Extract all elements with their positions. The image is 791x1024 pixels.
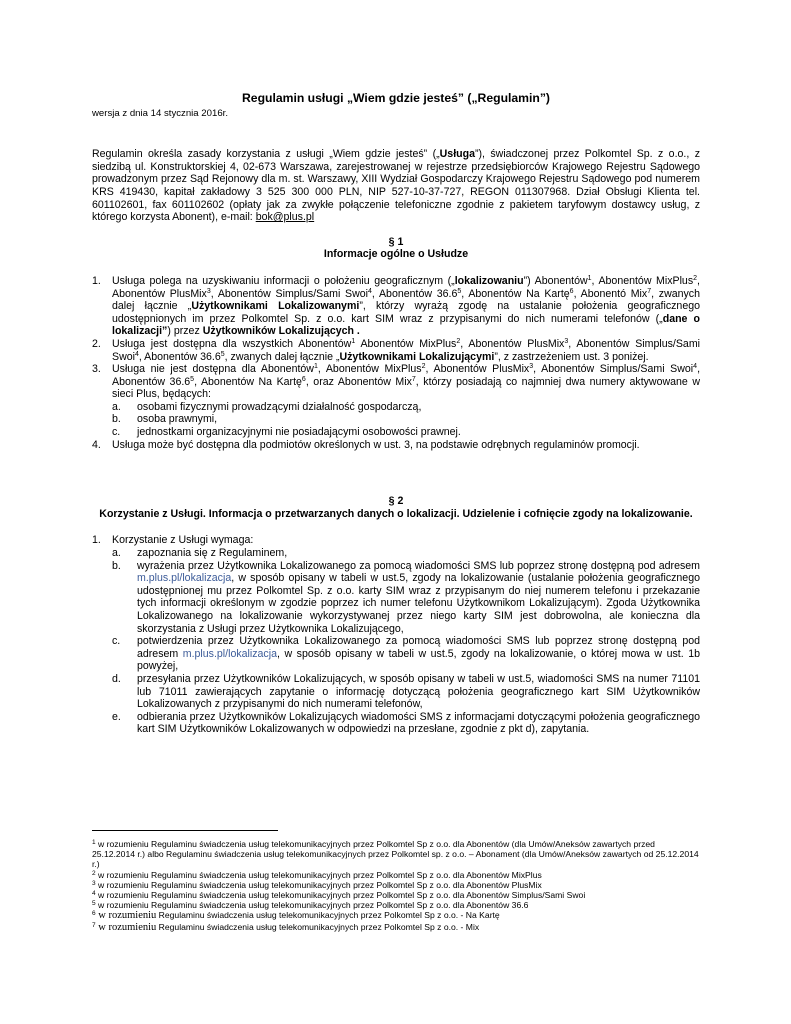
sub-list bbox=[112, 547, 700, 736]
list-item: 1. Usługa polega na uzyskiwaniu informacji o położeniu geograficznym („lokalizowaniu”) Abonentów$^1$, Abonentów MixPlus$^2$, Abonentów PlusMix$^3$, Abonentów Simplus/Sami Swoi$^4$, Abonentów 36.6$^5$, Abonentów Na Kartę$^6$, Abonentó Mix$^7$, zwanych dalej łącznie „Użytkownikami Lokalizowanymi”, którzy wyrażą zgodę na ustalanie położenia geograficznego udostępnionych im przez Polkomtel Sp. z o.o. kart SIM wraz z przypisanymi do nich numerami telefonów („dane o lokalizacji”) przez Użytkowników Lokalizujących . bbox=[92, 274, 700, 338]
document-title: Regulamin usługi „Wiem gdzie jesteś” („Regulamin”) bbox=[241, 91, 550, 105]
list-item: 2. Usługa jest dostępna dla wszystkich Abonentów$^1$ Abonentów MixPlus$^2$, Abonentów PlusMix$^3$, Abonentów Simplus/Sami Swoi$^4$, Abonentów 36.6$^5$, zwanych dalej łącznie „Użytkownikami Lokalizującymi”, z zastrzeżeniem ust. 3 poniżej. bbox=[92, 337, 701, 363]
section-2-title: Korzystanie z Usługi. Informacja o przetwarzanych danych o lokalizacji. Udzielenie i cofnięcie zgody na lokalizowanie. bbox=[99, 507, 693, 520]
section-1-title: Informacje ogólne o Usłudze bbox=[323, 248, 469, 261]
section-1-list bbox=[92, 275, 700, 451]
list-item: 4. Usługa może być dostępna dla podmiotów określonych w ust. 3, na podstawie odrębnych regulaminów promocji. bbox=[92, 438, 640, 451]
sub-list-item: d. przesyłania przez Użytkowników Lokalizujących, w sposób opisany w tabeli w ust.5, wiadomości SMS na numer 71101 lub 71011 zawierających zapytanie o informację dotyczącą położenia geograficznego kart SIM Użytkowników Lokalizowanych z przypisanymi do nich numerami telefonów, bbox=[112, 672, 700, 711]
footnote: $^5$ w rozumieniu Regulaminu świadczenia usług telekomunikacyjnych przez Polkomtel Sp z o.o. dla Abonentów 36.6 bbox=[92, 900, 529, 911]
section-1-heading: § 1 bbox=[388, 235, 404, 248]
footnote: $^7$ w rozumieniu Regulaminu świadczenia usług telekomunikacyjnych przez Polkomtel Sp z o.o. - Mix bbox=[92, 921, 480, 933]
lokalizacja-link[interactable]: m.plus.pl/lokalizacja bbox=[182, 647, 277, 660]
version-date: wersja z dnia 14 stycznia 2016r. bbox=[92, 107, 228, 119]
section-2-list bbox=[92, 534, 700, 736]
sub-list-item: e. odbierania przez Użytkowników Lokalizujących wiadomości SMS z informacjami dotyczącymi położenia geograficznego kart SIM Użytkowników Lokalizowanych w odpowiedzi na przesłane, zgodnie z pkt d), zapytania. bbox=[112, 710, 700, 736]
sub-list-item: b. osoba prawnymi, bbox=[112, 413, 218, 426]
sub-list bbox=[112, 401, 700, 439]
section-2-heading: § 2 bbox=[388, 495, 404, 508]
sub-list-item: b. wyrażenia przez Użytkownika Lokalizowanego za pomocą wiadomości SMS lub poprzez stronę dostępną pod adresem m.plus.pl/lokalizacja, w sposób opisany w tabeli w ust.5, zgody na lokalizowanie (ustalanie położenia geograficznego udostępnionej mu przez Polkomtel Sp. z o.o. karty SIM wraz z przypisanym do niej numerem telefonu i przekazanie tych informacji określonym w zgodzie poprzez ich numer telefonu Użytkownikom Lokalizującym). Zgoda Użytkownika Lokalizowanego na lokalizowanie wykorzystywanej przez niego karty SIM jest dobrowolna, ale konieczna dla skorzystania z Usługi przez Użytkownika Lokalizującego, bbox=[112, 559, 700, 635]
document-page bbox=[92, 92, 700, 736]
footnote: $^4$ w rozumieniu Regulaminu świadczenia usług telekomunikacyjnych przez Polkomtel Sp z o.o. dla Abonentów Simplus/Sami Swoi bbox=[92, 890, 586, 901]
footnote: $^6$ w rozumieniu Regulaminu świadczenia usług telekomunikacyjnych przez Polkomtel Sp z o.o. - Na Kartę bbox=[92, 910, 500, 922]
list-item: 1. Korzystanie z Usługi wymaga: a. zapoznania się z Regulaminem, b. wyrażenia przez Użytkownika Lokalizowanego za pomocą wiadomości SMS lub poprzez stronę dostępną pod adresem m.plus.pl/lokalizacja, w sposób opisany w tabeli w ust.5, zgody na lokalizowanie (ustalanie położenia geograficznego udostępnionej mu przez Polkomtel Sp. z o.o. karty SIM wraz z przypisanym do niej numerem telefonu i przekazanie tych informacji określonym w zgodzie poprzez ich numer telefonu Użytkownikom Lokalizującym). Zgoda Użytkownika Lokalizowanego na lokalizowanie wykorzystywanej przez niego karty SIM jest dobrowolna, ale konieczna dla skorzystania z Usługi przez Użytkownika Lokalizującego, c. potwierdzenia przez Użytkownika Lokalizowanego za pomocą wiadomości SMS lub poprzez stronę dostępną pod adresem m.plus.pl/lokalizacja, w sposób opisany w tabeli w ust.5, zgody na lokalizowanie, o której mowa w ust. 1b powyżej, d. przesyłania przez Użytkowników Lokalizujących, w sposób opisany w tabeli w ust.5, wiadomości SMS na numer 71101 lub 71011 zawierających zapytanie o informację dotyczącą położenia geograficznego kart SIM Użytkowników Lokalizowanych z przypisanymi do nich numerami telefonów, e. odbierania przez Użytkowników Lokalizujących wiadomości SMS z informacjami dotyczącymi położenia geograficznego kart SIM Użytkowników Lokalizowanych w odpowiedzi na przesłane, zgodnie z pkt d), zapytania. bbox=[92, 534, 700, 736]
footnote: $^1$ w rozumieniu Regulaminu świadczenia usług telekomunikacyjnych przez Polkomtel Sp z o.o. dla Abonentów (dla Umów/Aneksów zawartych przed 25.12.2014 r.) albo Regulaminu świadczenia usług telekomunikacyjnych przez Polkomtel sp. z o.o. – Abonament (dla Umów/Aneksów zawartych od 25.12.2014 r.) bbox=[92, 839, 699, 870]
sub-list-item: a. zapoznania się z Regulaminem, bbox=[112, 547, 288, 560]
sub-list-item: c. potwierdzenia przez Użytkownika Lokalizowanego za pomocą wiadomości SMS lub poprzez stronę dostępną pod adresem m.plus.pl/lokalizacja, w sposób opisany w tabeli w ust.5, zgody na lokalizowanie, o której mowa w ust. 1b powyżej, bbox=[112, 635, 700, 673]
footnote: $^2$ w rozumieniu Regulaminu świadczenia usług telekomunikacyjnych przez Polkomtel Sp z o.o. dla Abonentów MixPlus bbox=[92, 869, 542, 880]
sub-list-item: a. osobami fizycznymi prowadzącymi działalność gospodarczą, bbox=[112, 400, 422, 413]
footnote: $^3$ w rozumieniu Regulaminu świadczenia usług telekomunikacyjnych przez Polkomtel Sp z o.o. dla Abonentów PlusMix bbox=[92, 879, 542, 890]
email-link[interactable]: bok@plus.pl bbox=[255, 211, 315, 224]
list-item: 3. Usługa nie jest dostępna dla Abonentów$^1$, Abonentów MixPlus$^2$, Abonentów PlusMix$^3$, Abonentów Simplus/Sami Swoi$^4$, Abonentów 36.6$^5$, Abonentów Na Kartę$^6$, oraz Abonentów Mix$^7$, którzy posiadają co najmniej dwa numery aktywowane w sieci Plus, będących: a. osobami fizycznymi prowadzącymi działalność gospodarczą, b. osoba prawnymi, c. jednostkami organizacyjnymi nie posiadającymi osobowości prawnej. bbox=[92, 363, 701, 439]
lokalizacja-link[interactable]: m.plus.pl/lokalizacja bbox=[137, 572, 232, 585]
intro-paragraph: Regulamin określa zasady korzystania z usługi „Wiem gdzie jesteś” („Usługa”), świadczonej przez Polkomtel Sp. z o.o., z siedzibą ul. Konstruktorskiej 4, 02-673 Warszawa, zarejestrowanej w rejestrze przedsiębiorców Krajowego Rejestru Sądowego prowadzonym przez Sąd Rejonowy dla m. st. Warszawy, XIII Wydział Gospodarczy Krajowego Rejestru Sądowego pod numerem KRS 419430, kapitał zakładowy 3 525 300 000 PLN, NIP 527-10-37-727, REGON 011307968. Dział Obsługi Klienta tel. 601102601, fax 601102602 (opłaty jak za zwykłe połączenie telefoniczne zgodnie z pakietem taryfowym dostawcy usług, z którego korzysta Abonent), e-mail: bok@plus.pl bbox=[92, 148, 700, 224]
sub-list-item: c. jednostkami organizacyjnymi nie posiadającymi osobowości prawnej. bbox=[112, 426, 461, 439]
footnote-separator bbox=[92, 830, 278, 831]
footnotes bbox=[92, 830, 700, 933]
